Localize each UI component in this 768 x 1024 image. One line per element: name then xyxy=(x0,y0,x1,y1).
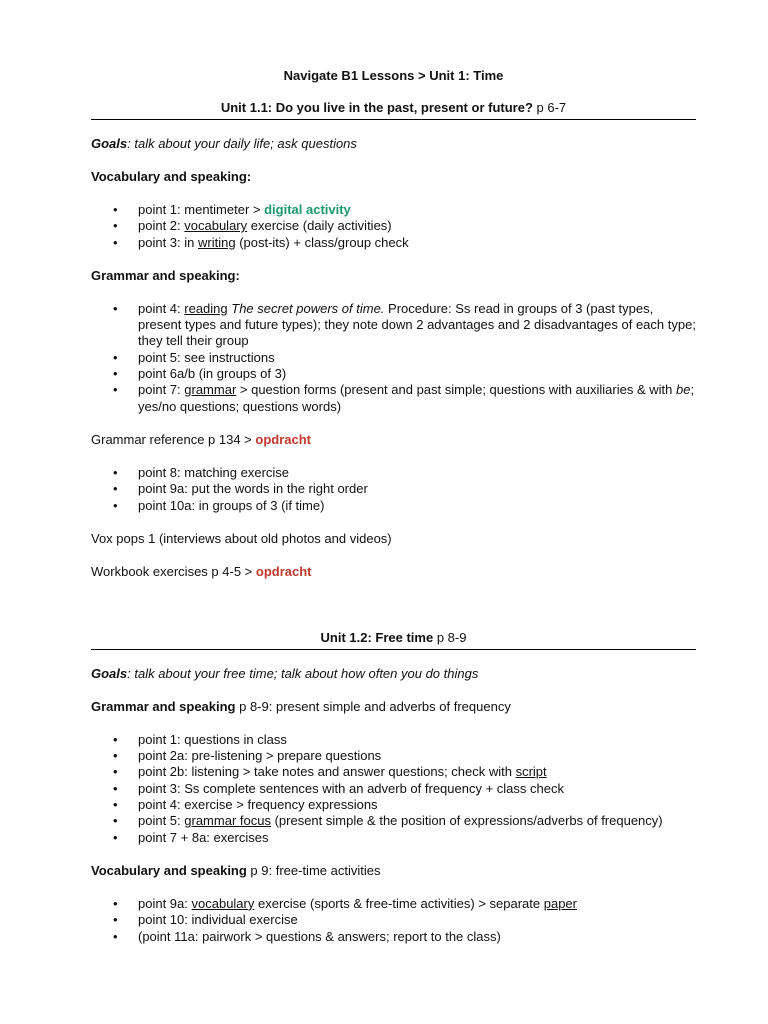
grammar-reference: Grammar reference p 134 > opdracht xyxy=(91,431,312,447)
vocab-list-2 xyxy=(91,896,696,945)
list-item: • point 6a/b (in groups of 3) xyxy=(91,366,696,382)
unit-1-1-title: Unit 1.1: Do you live in the past, present or future? xyxy=(220,100,533,115)
workbook-exercises: Workbook exercises p 4-5 > opdracht xyxy=(91,563,312,579)
vox-pops: Vox pops 1 (interviews about old photos and videos) xyxy=(91,530,392,546)
unit-1-2-pages: p 8-9 xyxy=(433,629,467,645)
vocab-speaking-heading: Vocabulary and speaking: xyxy=(91,169,252,184)
list-item: • point 1: questions in class xyxy=(91,732,696,748)
unit-1-1-heading xyxy=(91,100,696,120)
list-item: • (point 11a: pairwork > questions & answers; report to the class) xyxy=(91,929,696,945)
list-item: • point 3: Ss complete sentences with an adverb of frequency + class check xyxy=(91,781,696,797)
opdracht-link[interactable]: opdracht xyxy=(255,431,312,447)
list-item: • point 5: see instructions xyxy=(91,350,696,366)
list-item: • point 7: grammar > question forms (present and past simple; questions with auxiliaries & with be; yes/no questions; questions words) xyxy=(91,382,696,415)
unit-1-1-goals: Goals: talk about your daily life; ask questions xyxy=(91,136,357,151)
list-item: • point 3: in writing (post-its) + class/group check xyxy=(91,235,696,251)
list-item: • point 9a: put the words in the right order xyxy=(91,481,696,497)
unit-1-1-pages: p 6-7 xyxy=(532,100,567,115)
grammar-speaking-heading: Grammar and speaking: xyxy=(91,267,240,283)
vocab-list xyxy=(91,202,696,251)
list-item: • point 10: individual exercise xyxy=(91,912,696,928)
exercise-list xyxy=(91,465,696,514)
unit-1-2-goals: Goals: talk about your free time; talk about how often you do things xyxy=(91,665,479,681)
list-item: • point 10a: in groups of 3 (if time) xyxy=(91,498,696,514)
list-item: • point 4: reading The secret powers of time. Procedure: Ss read in groups of 3 (past types, present types and future types); they note down 2 advantages and 2 disadvantages of each type; they tell their group xyxy=(91,301,696,350)
document-page xyxy=(91,68,696,945)
list-item: • point 9a: vocabulary exercise (sports & free-time activities) > separate paper xyxy=(91,896,696,912)
vocab-speaking-heading-2: Vocabulary and speaking p 9: free-time activities xyxy=(91,862,381,878)
unit-1-2-title: Unit 1.2: Free time xyxy=(320,629,434,645)
grammar-list-2 xyxy=(91,732,696,846)
grammar-speaking-heading-2: Grammar and speaking p 8-9: present simple and adverbs of frequency xyxy=(91,698,511,714)
list-item: • point 8: matching exercise xyxy=(91,465,696,481)
list-item: • point 7 + 8a: exercises xyxy=(91,830,696,846)
digital-activity-link[interactable]: digital activity xyxy=(264,202,351,217)
list-item: • point 2: vocabulary exercise (daily activities) xyxy=(91,218,696,234)
list-item: • point 5: grammar focus (present simple & the position of expressions/adverbs of frequency) xyxy=(91,813,696,829)
list-item: • point 4: exercise > frequency expressions xyxy=(91,797,696,813)
list-item: • point 1: mentimeter > digital activity xyxy=(91,202,696,218)
opdracht-link[interactable]: opdracht xyxy=(255,563,312,579)
list-item: • point 2b: listening > take notes and answer questions; check with script xyxy=(91,764,696,780)
grammar-list xyxy=(91,301,696,415)
document-title: Navigate B1 Lessons > Unit 1: Time xyxy=(283,68,504,83)
list-item: • point 2a: pre-listening > prepare questions xyxy=(91,748,696,764)
unit-1-2-heading xyxy=(91,630,696,650)
